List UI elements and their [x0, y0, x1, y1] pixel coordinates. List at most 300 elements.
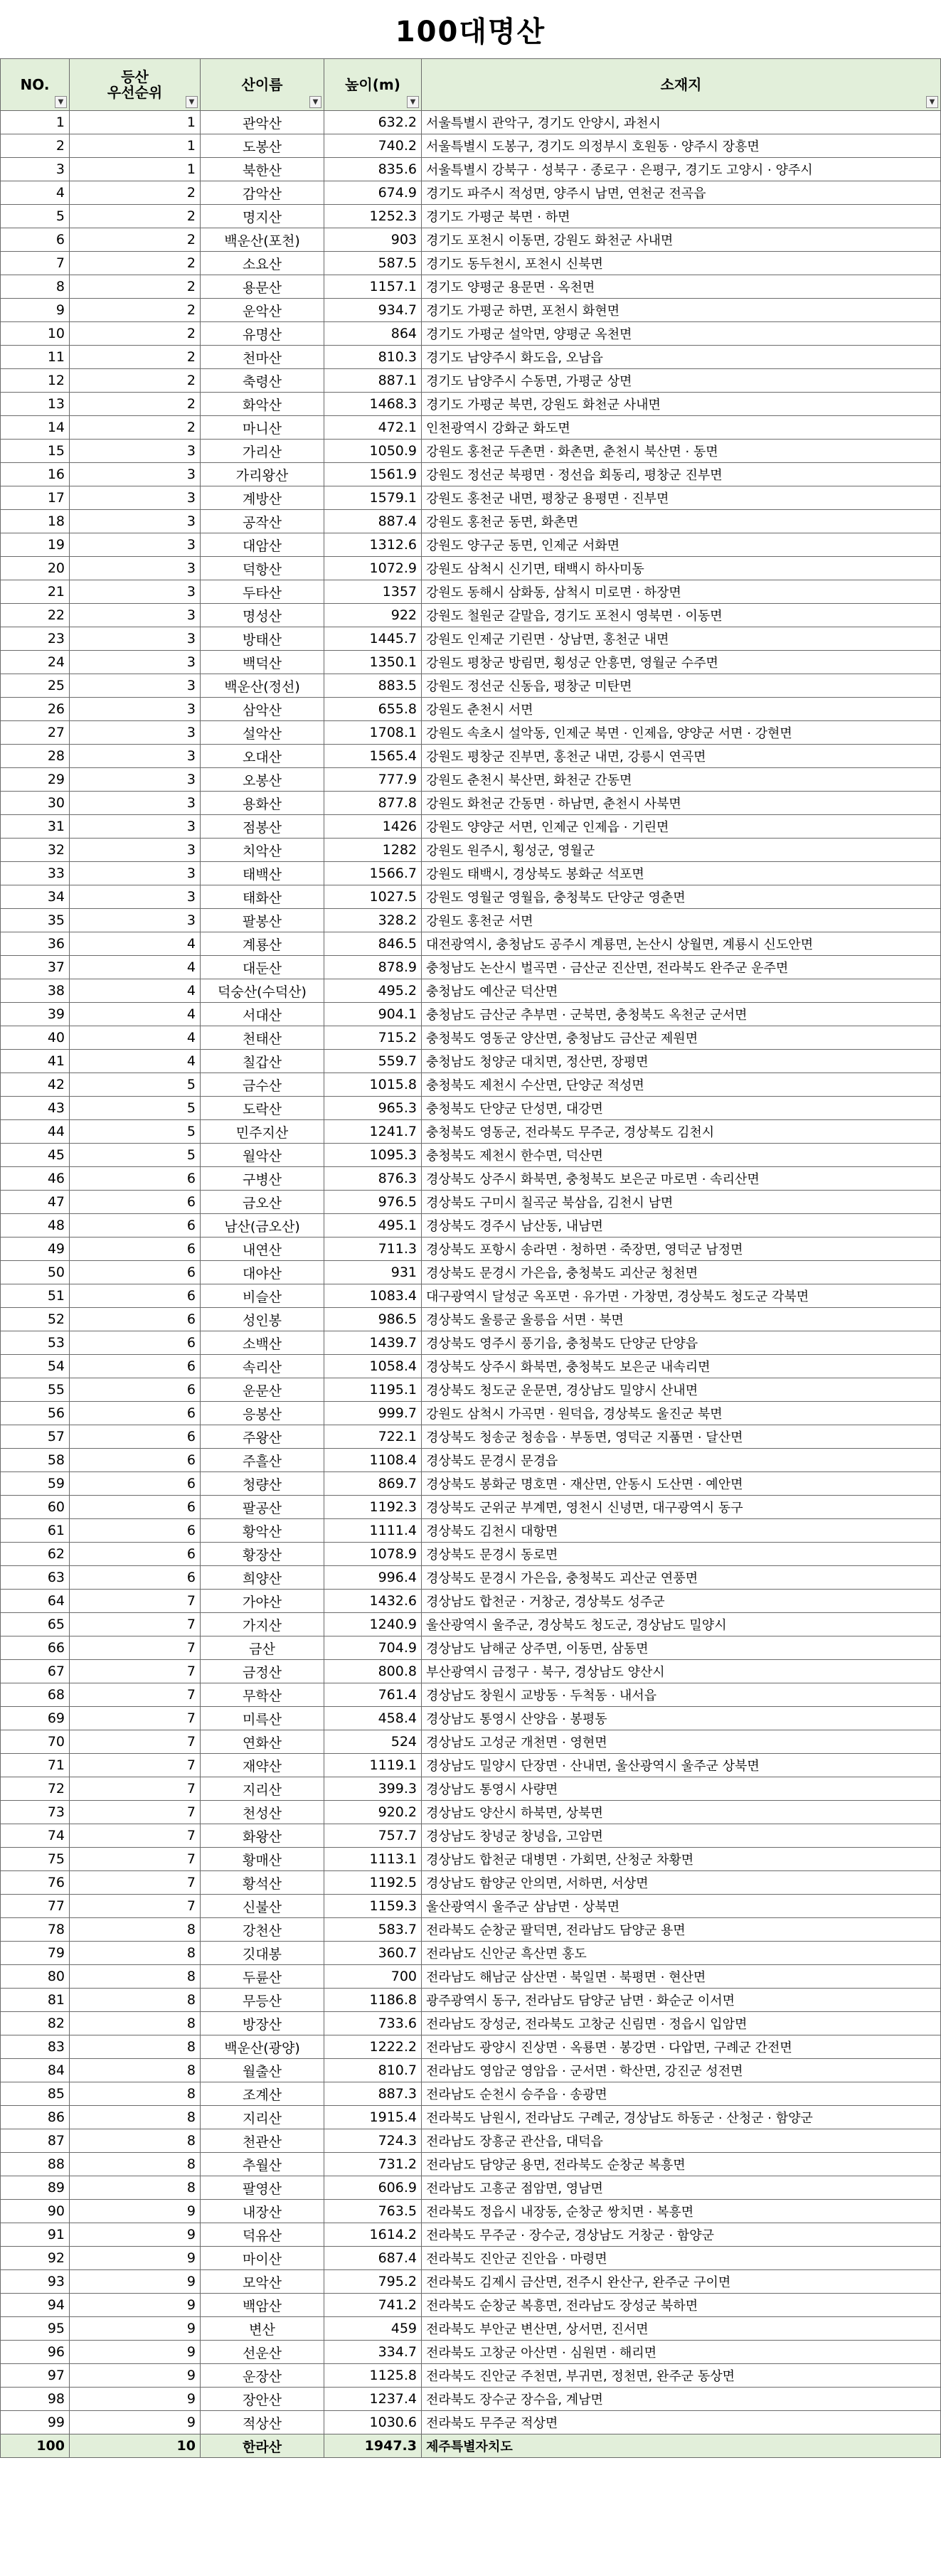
cell-location[interactable]: 울산광역시 울주군 삼남면 · 상북면 [422, 1895, 941, 1918]
cell-location[interactable]: 경상북도 울릉군 울릉읍 서면 · 북면 [422, 1308, 941, 1331]
cell-no[interactable]: 11 [1, 346, 70, 369]
cell-height[interactable]: 1108.4 [324, 1449, 422, 1472]
cell-no[interactable]: 91 [1, 2223, 70, 2247]
cell-no[interactable]: 23 [1, 627, 70, 651]
cell-no[interactable]: 41 [1, 1050, 70, 1073]
cell-no[interactable]: 71 [1, 1754, 70, 1777]
cell-name[interactable]: 장안산 [201, 2388, 324, 2411]
cell-name[interactable]: 도락산 [201, 1097, 324, 1120]
cell-priority[interactable]: 6 [70, 1355, 201, 1378]
cell-height[interactable]: 1579.1 [324, 486, 422, 510]
cell-location[interactable]: 전라남도 영암군 영암읍 · 군서면 · 학산면, 강진군 성전면 [422, 2059, 941, 2082]
cell-height[interactable]: 887.1 [324, 369, 422, 393]
cell-name[interactable]: 오봉산 [201, 768, 324, 792]
cell-height[interactable]: 1241.7 [324, 1120, 422, 1144]
cell-location[interactable]: 전라남도 신안군 흑산면 홍도 [422, 1942, 941, 1965]
cell-name[interactable]: 천성산 [201, 1801, 324, 1824]
cell-location[interactable]: 경기도 동두천시, 포천시 신북면 [422, 252, 941, 275]
cell-name[interactable]: 변산 [201, 2317, 324, 2341]
cell-location[interactable]: 전라남도 장성군, 전라북도 고창군 신림면 · 정읍시 입암면 [422, 2012, 941, 2035]
cell-height[interactable]: 846.5 [324, 932, 422, 956]
cell-location[interactable]: 전라북도 순창군 팔덕면, 전라남도 담양군 용면 [422, 1918, 941, 1942]
cell-location[interactable]: 경상북도 청도군 운문면, 경상남도 밀양시 산내면 [422, 1378, 941, 1402]
cell-priority[interactable]: 2 [70, 252, 201, 275]
cell-name[interactable]: 청량산 [201, 1472, 324, 1496]
cell-no[interactable]: 90 [1, 2200, 70, 2223]
cell-name[interactable]: 강천산 [201, 1918, 324, 1942]
cell-no[interactable]: 46 [1, 1167, 70, 1191]
cell-location[interactable]: 경상북도 포항시 송라면 · 청하면 · 죽장면, 영덕군 남정면 [422, 1238, 941, 1261]
cell-location[interactable]: 제주특별자치도 [422, 2434, 941, 2458]
cell-priority[interactable]: 8 [70, 2129, 201, 2153]
cell-priority[interactable]: 5 [70, 1097, 201, 1120]
cell-height[interactable]: 1050.9 [324, 440, 422, 463]
cell-priority[interactable]: 7 [70, 1871, 201, 1895]
cell-location[interactable]: 전라북도 무주군 · 장수군, 경상남도 거창군 · 함양군 [422, 2223, 941, 2247]
cell-height[interactable]: 757.7 [324, 1824, 422, 1848]
cell-height[interactable]: 883.5 [324, 674, 422, 698]
cell-priority[interactable]: 6 [70, 1214, 201, 1238]
cell-name[interactable]: 구병산 [201, 1167, 324, 1191]
cell-no[interactable]: 83 [1, 2035, 70, 2059]
cell-priority[interactable]: 8 [70, 2035, 201, 2059]
cell-no[interactable]: 94 [1, 2294, 70, 2317]
cell-no[interactable]: 21 [1, 580, 70, 604]
cell-name[interactable]: 모악산 [201, 2270, 324, 2294]
cell-name[interactable]: 깃대봉 [201, 1942, 324, 1965]
cell-priority[interactable]: 3 [70, 533, 201, 557]
cell-name[interactable]: 방태산 [201, 627, 324, 651]
cell-location[interactable]: 경상남도 통영시 사량면 [422, 1777, 941, 1801]
cell-height[interactable]: 810.7 [324, 2059, 422, 2082]
cell-priority[interactable]: 3 [70, 604, 201, 627]
cell-name[interactable]: 태화산 [201, 885, 324, 909]
cell-height[interactable]: 877.8 [324, 792, 422, 815]
cell-location[interactable]: 경상남도 통영시 산양읍 · 봉평동 [422, 1707, 941, 1730]
cell-location[interactable]: 경상북도 상주시 화북면, 충청북도 보은군 마로면 · 속리산면 [422, 1167, 941, 1191]
cell-no[interactable]: 42 [1, 1073, 70, 1097]
cell-name[interactable]: 유명산 [201, 322, 324, 346]
cell-name[interactable]: 가리산 [201, 440, 324, 463]
cell-location[interactable]: 경상남도 창원시 교방동 · 두척동 · 내서읍 [422, 1683, 941, 1707]
cell-location[interactable]: 경상북도 문경시 가은읍, 충청북도 괴산군 연풍면 [422, 1566, 941, 1590]
cell-priority[interactable]: 3 [70, 440, 201, 463]
cell-priority[interactable]: 2 [70, 181, 201, 205]
cell-location[interactable]: 경상남도 양산시 하북면, 상북면 [422, 1801, 941, 1824]
cell-name[interactable]: 지리산 [201, 1777, 324, 1801]
cell-height[interactable]: 1078.9 [324, 1543, 422, 1566]
cell-no[interactable]: 59 [1, 1472, 70, 1496]
cell-priority[interactable]: 6 [70, 1543, 201, 1566]
cell-priority[interactable]: 8 [70, 1965, 201, 1989]
cell-priority[interactable]: 1 [70, 158, 201, 181]
cell-location[interactable]: 경기도 가평군 북면, 강원도 화천군 사내면 [422, 393, 941, 416]
cell-location[interactable]: 충청북도 제천시 한수면, 덕산면 [422, 1144, 941, 1167]
cell-no[interactable]: 49 [1, 1238, 70, 1261]
cell-priority[interactable]: 6 [70, 1566, 201, 1590]
cell-priority[interactable]: 5 [70, 1144, 201, 1167]
cell-priority[interactable]: 3 [70, 768, 201, 792]
cell-height[interactable]: 999.7 [324, 1402, 422, 1425]
cell-height[interactable]: 399.3 [324, 1777, 422, 1801]
cell-name[interactable]: 황매산 [201, 1848, 324, 1871]
cell-name[interactable]: 도봉산 [201, 134, 324, 158]
cell-priority[interactable]: 7 [70, 1636, 201, 1660]
cell-height[interactable]: 715.2 [324, 1026, 422, 1050]
cell-priority[interactable]: 6 [70, 1402, 201, 1425]
cell-name[interactable]: 추월산 [201, 2153, 324, 2176]
cell-no[interactable]: 35 [1, 909, 70, 932]
cell-priority[interactable]: 3 [70, 815, 201, 839]
cell-location[interactable]: 경기도 남양주시 화도읍, 오남읍 [422, 346, 941, 369]
cell-height[interactable]: 360.7 [324, 1942, 422, 1965]
cell-height[interactable]: 1439.7 [324, 1331, 422, 1355]
cell-height[interactable]: 674.9 [324, 181, 422, 205]
cell-no[interactable]: 28 [1, 745, 70, 768]
cell-no[interactable]: 65 [1, 1613, 70, 1636]
cell-height[interactable]: 1237.4 [324, 2388, 422, 2411]
cell-location[interactable]: 강원도 양구군 동면, 인제군 서화면 [422, 533, 941, 557]
cell-location[interactable]: 대구광역시 달성군 옥포면 · 유가면 · 가창면, 경상북도 청도군 각북면 [422, 1284, 941, 1308]
cell-height[interactable]: 1565.4 [324, 745, 422, 768]
cell-location[interactable]: 부산광역시 금정구 · 북구, 경상남도 양산시 [422, 1660, 941, 1683]
cell-name[interactable]: 금산 [201, 1636, 324, 1660]
cell-name[interactable]: 용문산 [201, 275, 324, 299]
cell-location[interactable]: 강원도 원주시, 횡성군, 영월군 [422, 839, 941, 862]
cell-priority[interactable]: 2 [70, 393, 201, 416]
cell-no[interactable]: 81 [1, 1989, 70, 2012]
cell-location[interactable]: 강원도 속초시 설악동, 인제군 북면 · 인제읍, 양양군 서면 · 강현면 [422, 721, 941, 745]
cell-location[interactable]: 강원도 삼척시 가곡면 · 원덕읍, 경상북도 울진군 북면 [422, 1402, 941, 1425]
cell-no[interactable]: 52 [1, 1308, 70, 1331]
cell-priority[interactable]: 4 [70, 1050, 201, 1073]
cell-name[interactable]: 천관산 [201, 2129, 324, 2153]
cell-location[interactable]: 경기도 파주시 적성면, 양주시 남면, 연천군 전곡읍 [422, 181, 941, 205]
cell-name[interactable]: 황장산 [201, 1543, 324, 1566]
cell-height[interactable]: 795.2 [324, 2270, 422, 2294]
cell-height[interactable]: 1282 [324, 839, 422, 862]
cell-height[interactable]: 1125.8 [324, 2364, 422, 2388]
cell-priority[interactable]: 2 [70, 369, 201, 393]
cell-location[interactable]: 경상북도 상주시 화북면, 충청북도 보은군 내속리면 [422, 1355, 941, 1378]
cell-height[interactable]: 1195.1 [324, 1378, 422, 1402]
cell-priority[interactable]: 4 [70, 979, 201, 1003]
cell-location[interactable]: 강원도 태백시, 경상북도 봉화군 석포면 [422, 862, 941, 885]
cell-location[interactable]: 경기도 가평군 북면 · 하면 [422, 205, 941, 228]
cell-height[interactable]: 700 [324, 1965, 422, 1989]
cell-name[interactable]: 팔공산 [201, 1496, 324, 1519]
cell-name[interactable]: 월악산 [201, 1144, 324, 1167]
cell-priority[interactable]: 9 [70, 2388, 201, 2411]
cell-no[interactable]: 93 [1, 2270, 70, 2294]
cell-name[interactable]: 응봉산 [201, 1402, 324, 1425]
cell-name[interactable]: 치악산 [201, 839, 324, 862]
cell-priority[interactable]: 8 [70, 2059, 201, 2082]
cell-no[interactable]: 67 [1, 1660, 70, 1683]
cell-height[interactable]: 1095.3 [324, 1144, 422, 1167]
cell-no[interactable]: 9 [1, 299, 70, 322]
cell-location[interactable]: 강원도 평창군 방림면, 횡성군 안흥면, 영월군 수주면 [422, 651, 941, 674]
cell-no[interactable]: 34 [1, 885, 70, 909]
cell-no[interactable]: 57 [1, 1425, 70, 1449]
cell-name[interactable]: 비슬산 [201, 1284, 324, 1308]
cell-name[interactable]: 방장산 [201, 2012, 324, 2035]
cell-location[interactable]: 강원도 화천군 간동면 · 하남면, 춘천시 사북면 [422, 792, 941, 815]
cell-location[interactable]: 강원도 홍천군 서면 [422, 909, 941, 932]
cell-location[interactable]: 전라북도 김제시 금산면, 전주시 완산구, 완주군 구이면 [422, 2270, 941, 2294]
cell-height[interactable]: 1072.9 [324, 557, 422, 580]
cell-no[interactable]: 48 [1, 1214, 70, 1238]
cell-height[interactable]: 1119.1 [324, 1754, 422, 1777]
cell-location[interactable]: 충청남도 예산군 덕산면 [422, 979, 941, 1003]
cell-location[interactable]: 경상남도 남해군 상주면, 이동면, 삼동면 [422, 1636, 941, 1660]
cell-no[interactable]: 25 [1, 674, 70, 698]
cell-height[interactable]: 1561.9 [324, 463, 422, 486]
cell-location[interactable]: 전라북도 장수군 장수읍, 계남면 [422, 2388, 941, 2411]
cell-no[interactable]: 40 [1, 1026, 70, 1050]
cell-name[interactable]: 성인봉 [201, 1308, 324, 1331]
cell-location[interactable]: 서울특별시 관악구, 경기도 안양시, 과천시 [422, 111, 941, 134]
cell-priority[interactable]: 9 [70, 2223, 201, 2247]
cell-priority[interactable]: 1 [70, 134, 201, 158]
cell-height[interactable]: 887.3 [324, 2082, 422, 2106]
cell-no[interactable]: 47 [1, 1191, 70, 1214]
cell-no[interactable]: 36 [1, 932, 70, 956]
cell-priority[interactable]: 7 [70, 1613, 201, 1636]
cell-location[interactable]: 경기도 가평군 하면, 포천시 화현면 [422, 299, 941, 322]
cell-priority[interactable]: 8 [70, 1918, 201, 1942]
cell-priority[interactable]: 6 [70, 1238, 201, 1261]
filter-button-name[interactable] [309, 96, 321, 108]
cell-no[interactable]: 43 [1, 1097, 70, 1120]
cell-name[interactable]: 축령산 [201, 369, 324, 393]
cell-priority[interactable]: 2 [70, 205, 201, 228]
cell-priority[interactable]: 9 [70, 2317, 201, 2341]
cell-no[interactable]: 66 [1, 1636, 70, 1660]
cell-location[interactable]: 강원도 삼척시 신기면, 태백시 하사미동 [422, 557, 941, 580]
cell-no[interactable]: 75 [1, 1848, 70, 1871]
cell-name[interactable]: 조계산 [201, 2082, 324, 2106]
cell-location[interactable]: 경상남도 고성군 개천면 · 영현면 [422, 1730, 941, 1754]
cell-no[interactable]: 54 [1, 1355, 70, 1378]
cell-name[interactable]: 가리왕산 [201, 463, 324, 486]
cell-height[interactable]: 495.2 [324, 979, 422, 1003]
cell-no[interactable]: 79 [1, 1942, 70, 1965]
cell-priority[interactable]: 6 [70, 1378, 201, 1402]
cell-name[interactable]: 화왕산 [201, 1824, 324, 1848]
cell-priority[interactable]: 7 [70, 1754, 201, 1777]
cell-location[interactable]: 경상남도 밀양시 단장면 · 산내면, 울산광역시 울주군 상북면 [422, 1754, 941, 1777]
cell-name[interactable]: 공작산 [201, 510, 324, 533]
cell-name[interactable]: 운장산 [201, 2364, 324, 2388]
cell-priority[interactable]: 4 [70, 1003, 201, 1026]
cell-height[interactable]: 1566.7 [324, 862, 422, 885]
cell-height[interactable]: 1222.2 [324, 2035, 422, 2059]
cell-no[interactable]: 6 [1, 228, 70, 252]
cell-height[interactable]: 1312.6 [324, 533, 422, 557]
cell-no[interactable]: 96 [1, 2341, 70, 2364]
cell-location[interactable]: 전라남도 고흥군 점암면, 영남면 [422, 2176, 941, 2200]
cell-location[interactable]: 강원도 양양군 서면, 인제군 인제읍 · 기린면 [422, 815, 941, 839]
cell-location[interactable]: 강원도 인제군 기린면 · 상남면, 홍천군 내면 [422, 627, 941, 651]
cell-location[interactable]: 강원도 춘천시 서면 [422, 698, 941, 721]
cell-name[interactable]: 용화산 [201, 792, 324, 815]
cell-priority[interactable]: 8 [70, 1989, 201, 2012]
cell-no[interactable]: 39 [1, 1003, 70, 1026]
cell-no[interactable]: 17 [1, 486, 70, 510]
cell-name[interactable]: 주왕산 [201, 1425, 324, 1449]
cell-name[interactable]: 백운산(포천) [201, 228, 324, 252]
cell-height[interactable]: 655.8 [324, 698, 422, 721]
cell-priority[interactable]: 9 [70, 2247, 201, 2270]
cell-name[interactable]: 덕숭산(수덕산) [201, 979, 324, 1003]
cell-priority[interactable]: 4 [70, 932, 201, 956]
cell-height[interactable]: 922 [324, 604, 422, 627]
cell-priority[interactable]: 9 [70, 2411, 201, 2434]
cell-height[interactable]: 1192.3 [324, 1496, 422, 1519]
cell-height[interactable]: 810.3 [324, 346, 422, 369]
cell-no[interactable]: 24 [1, 651, 70, 674]
cell-location[interactable]: 강원도 평창군 진부면, 홍천군 내면, 강릉시 연곡면 [422, 745, 941, 768]
cell-priority[interactable]: 2 [70, 275, 201, 299]
cell-location[interactable]: 충청북도 영동군, 전라북도 무주군, 경상북도 김천시 [422, 1120, 941, 1144]
cell-priority[interactable]: 4 [70, 1026, 201, 1050]
cell-height[interactable]: 1252.3 [324, 205, 422, 228]
cell-height[interactable]: 934.7 [324, 299, 422, 322]
cell-name[interactable]: 운악산 [201, 299, 324, 322]
cell-height[interactable]: 740.2 [324, 134, 422, 158]
cell-no[interactable]: 5 [1, 205, 70, 228]
cell-name[interactable]: 마니산 [201, 416, 324, 440]
cell-height[interactable]: 559.7 [324, 1050, 422, 1073]
cell-no[interactable]: 63 [1, 1566, 70, 1590]
cell-name[interactable]: 한라산 [201, 2434, 324, 2458]
cell-location[interactable]: 경기도 포천시 이동면, 강원도 화천군 사내면 [422, 228, 941, 252]
cell-priority[interactable]: 3 [70, 627, 201, 651]
cell-no[interactable]: 16 [1, 463, 70, 486]
cell-location[interactable]: 강원도 홍천군 동면, 화촌면 [422, 510, 941, 533]
cell-height[interactable]: 965.3 [324, 1097, 422, 1120]
cell-priority[interactable]: 5 [70, 1073, 201, 1097]
cell-no[interactable]: 92 [1, 2247, 70, 2270]
cell-location[interactable]: 전라북도 순창군 복흥면, 전라남도 장성군 북하면 [422, 2294, 941, 2317]
cell-no[interactable]: 68 [1, 1683, 70, 1707]
cell-name[interactable]: 팔봉산 [201, 909, 324, 932]
cell-no[interactable]: 97 [1, 2364, 70, 2388]
cell-height[interactable]: 632.2 [324, 111, 422, 134]
cell-priority[interactable]: 5 [70, 1120, 201, 1144]
cell-height[interactable]: 835.6 [324, 158, 422, 181]
cell-no[interactable]: 10 [1, 322, 70, 346]
cell-height[interactable]: 800.8 [324, 1660, 422, 1683]
cell-location[interactable]: 울산광역시 울주군, 경상북도 청도군, 경상남도 밀양시 [422, 1613, 941, 1636]
cell-name[interactable]: 대암산 [201, 533, 324, 557]
cell-height[interactable]: 763.5 [324, 2200, 422, 2223]
cell-priority[interactable]: 6 [70, 1331, 201, 1355]
cell-location[interactable]: 경상북도 경주시 남산동, 내남면 [422, 1214, 941, 1238]
cell-name[interactable]: 백암산 [201, 2294, 324, 2317]
cell-location[interactable]: 경상북도 문경시 가은읍, 충청북도 괴산군 청천면 [422, 1261, 941, 1284]
cell-location[interactable]: 충청남도 금산군 추부면 · 군북면, 충청북도 옥천군 군서면 [422, 1003, 941, 1026]
cell-priority[interactable]: 6 [70, 1191, 201, 1214]
cell-no[interactable]: 95 [1, 2317, 70, 2341]
cell-height[interactable]: 722.1 [324, 1425, 422, 1449]
cell-location[interactable]: 전라남도 담양군 용면, 전라북도 순창군 복흥면 [422, 2153, 941, 2176]
cell-no[interactable]: 32 [1, 839, 70, 862]
cell-location[interactable]: 충청북도 단양군 단성면, 대강면 [422, 1097, 941, 1120]
cell-no[interactable]: 69 [1, 1707, 70, 1730]
cell-no[interactable]: 20 [1, 557, 70, 580]
cell-priority[interactable]: 3 [70, 745, 201, 768]
cell-no[interactable]: 87 [1, 2129, 70, 2153]
cell-height[interactable]: 724.3 [324, 2129, 422, 2153]
cell-priority[interactable]: 6 [70, 1308, 201, 1331]
cell-priority[interactable]: 7 [70, 1777, 201, 1801]
cell-no[interactable]: 60 [1, 1496, 70, 1519]
cell-location[interactable]: 경상북도 구미시 칠곡군 북삼읍, 김천시 남면 [422, 1191, 941, 1214]
cell-height[interactable]: 903 [324, 228, 422, 252]
cell-no[interactable]: 58 [1, 1449, 70, 1472]
cell-name[interactable]: 설악산 [201, 721, 324, 745]
cell-height[interactable]: 733.6 [324, 2012, 422, 2035]
cell-location[interactable]: 강원도 정선군 북평면 · 정선읍 회동리, 평창군 진부면 [422, 463, 941, 486]
cell-priority[interactable]: 6 [70, 1449, 201, 1472]
cell-location[interactable]: 강원도 동해시 삼화동, 삼척시 미로면 · 하장면 [422, 580, 941, 604]
cell-no[interactable]: 62 [1, 1543, 70, 1566]
cell-no[interactable]: 86 [1, 2106, 70, 2129]
cell-height[interactable]: 1027.5 [324, 885, 422, 909]
cell-location[interactable]: 강원도 홍천군 내면, 평창군 용평면 · 진부면 [422, 486, 941, 510]
cell-name[interactable]: 덕항산 [201, 557, 324, 580]
cell-location[interactable]: 경상북도 영주시 풍기읍, 충청북도 단양군 단양읍 [422, 1331, 941, 1355]
cell-priority[interactable]: 3 [70, 721, 201, 745]
cell-priority[interactable]: 3 [70, 698, 201, 721]
cell-location[interactable]: 광주광역시 동구, 전라남도 담양군 남면 · 화순군 이서면 [422, 1989, 941, 2012]
cell-priority[interactable]: 6 [70, 1425, 201, 1449]
cell-name[interactable]: 관악산 [201, 111, 324, 134]
cell-name[interactable]: 명지산 [201, 205, 324, 228]
cell-no[interactable]: 44 [1, 1120, 70, 1144]
cell-priority[interactable]: 2 [70, 322, 201, 346]
cell-priority[interactable]: 6 [70, 1472, 201, 1496]
cell-no[interactable]: 85 [1, 2082, 70, 2106]
cell-height[interactable]: 1350.1 [324, 651, 422, 674]
cell-height[interactable]: 904.1 [324, 1003, 422, 1026]
cell-no[interactable]: 19 [1, 533, 70, 557]
cell-location[interactable]: 경상남도 창녕군 창녕읍, 고암면 [422, 1824, 941, 1848]
cell-location[interactable]: 강원도 영월군 영월읍, 충청북도 단양군 영춘면 [422, 885, 941, 909]
cell-no[interactable]: 100 [1, 2434, 70, 2458]
cell-no[interactable]: 77 [1, 1895, 70, 1918]
cell-name[interactable]: 덕유산 [201, 2223, 324, 2247]
cell-location[interactable]: 서울특별시 강북구 · 성북구 · 종로구 · 은평구, 경기도 고양시 · 양주시 [422, 158, 941, 181]
cell-no[interactable]: 78 [1, 1918, 70, 1942]
cell-height[interactable]: 996.4 [324, 1566, 422, 1590]
cell-location[interactable]: 경기도 양평군 용문면 · 옥천면 [422, 275, 941, 299]
cell-location[interactable]: 충청북도 제천시 수산면, 단양군 적성면 [422, 1073, 941, 1097]
cell-location[interactable]: 전라남도 해남군 삼산면 · 북일면 · 북평면 · 현산면 [422, 1965, 941, 1989]
cell-priority[interactable]: 7 [70, 1730, 201, 1754]
cell-priority[interactable]: 7 [70, 1590, 201, 1613]
cell-name[interactable]: 적상산 [201, 2411, 324, 2434]
cell-name[interactable]: 삼악산 [201, 698, 324, 721]
cell-no[interactable]: 18 [1, 510, 70, 533]
cell-height[interactable]: 1445.7 [324, 627, 422, 651]
cell-priority[interactable]: 7 [70, 1683, 201, 1707]
cell-priority[interactable]: 9 [70, 2200, 201, 2223]
cell-height[interactable]: 583.7 [324, 1918, 422, 1942]
cell-name[interactable]: 내장산 [201, 2200, 324, 2223]
